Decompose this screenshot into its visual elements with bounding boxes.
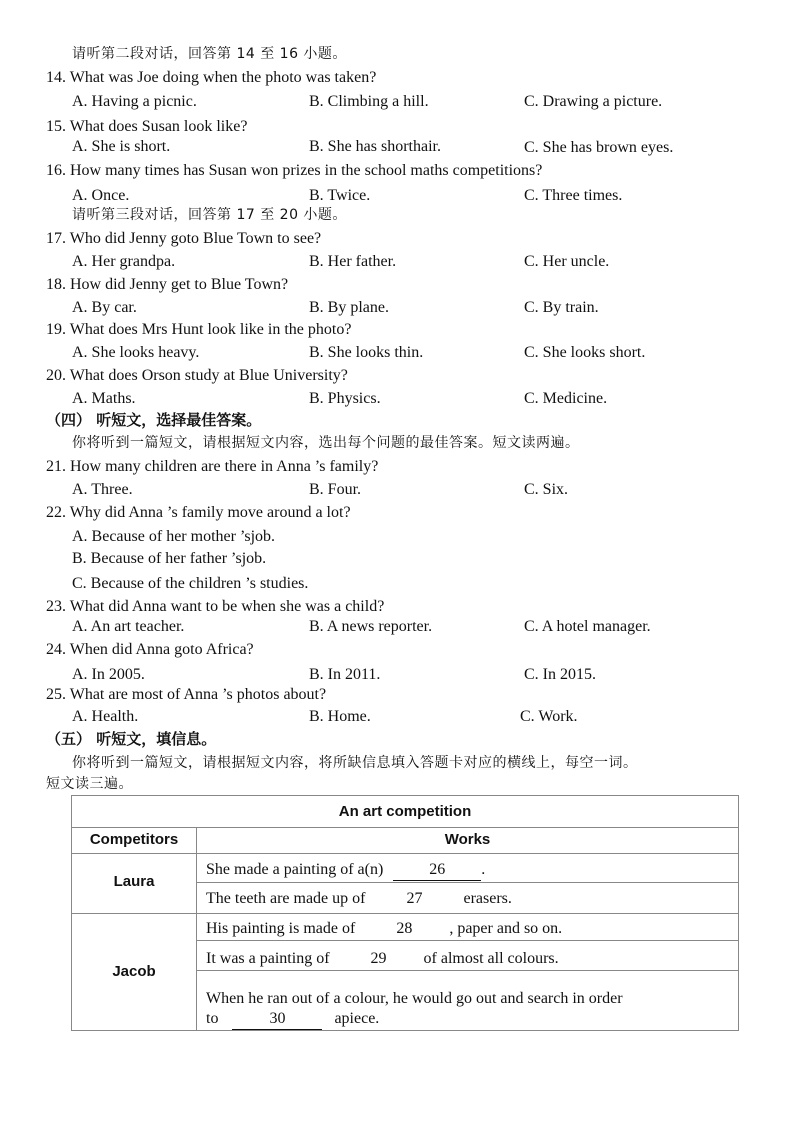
- jacob-work-3-end: apiece.: [334, 1010, 380, 1027]
- header-works: Works: [444, 831, 491, 848]
- jacob-work-3-line2: [206, 1009, 379, 1030]
- jacob-work-1-text: His painting is made of: [206, 920, 356, 937]
- q20-option-b: B. Physics.: [309, 390, 381, 407]
- section4-instructions: 你将听到一篇短文，请根据短文内容，选出每个问题的最佳答案。短文读两遍。: [72, 435, 580, 451]
- q20-option-a: A. Maths.: [72, 390, 136, 407]
- q25-option-b: B. Home.: [309, 708, 371, 725]
- q18-option-b: B. By plane.: [309, 299, 389, 316]
- question-16: 16. How many times has Susan won prizes in the school maths competitions?: [46, 162, 543, 179]
- question-19: 19. What does Mrs Hunt look like in the photo?: [46, 321, 352, 338]
- q15-option-c: C. She has brown eyes.: [524, 139, 674, 156]
- q19-option-a: A. She looks heavy.: [72, 344, 200, 361]
- part3-intro: 请听第三段对话，回答第 17 至 20 小题。: [72, 207, 347, 223]
- q17-option-a: A. Her grandpa.: [72, 253, 176, 270]
- q22-option-c: C. Because of the children ’s studies.: [72, 575, 309, 592]
- q17-option-c: C. Her uncle.: [524, 253, 610, 270]
- q21-option-c: C. Six.: [524, 481, 569, 498]
- q16-option-a: A. Once.: [72, 187, 130, 204]
- question-14: 14. What was Joe doing when the photo was taken?: [46, 69, 377, 86]
- q16-option-b: B. Twice.: [309, 187, 371, 204]
- header-competitors: Competitors: [89, 831, 179, 848]
- q15-option-a: A. She is short.: [72, 138, 171, 155]
- q19-option-b: B. She looks thin.: [309, 344, 424, 361]
- laura-work-1-end: .: [481, 861, 486, 878]
- q24-option-b: B. In 2011.: [309, 666, 381, 683]
- jacob-work-3-line1: When he ran out of a colour, he would go out and search in order: [206, 990, 623, 1007]
- laura-work-2-text: The teeth are made up of: [206, 890, 366, 907]
- q14-option-c: C. Drawing a picture.: [524, 93, 663, 110]
- jacob-work-1-end: , paper and so on.: [449, 920, 563, 937]
- q23-option-a: A. An art teacher.: [72, 618, 185, 635]
- competitor-laura: Laura: [113, 873, 155, 890]
- q25-option-c: C. Work.: [520, 708, 578, 725]
- q24-option-c: C. In 2015.: [524, 666, 596, 683]
- question-18: 18. How did Jenny get to Blue Town?: [46, 276, 289, 293]
- question-25: 25. What are most of Anna ’s photos about?: [46, 686, 327, 703]
- blank-26: 26: [393, 860, 481, 881]
- section5-instructions-cont: 短文读三遍。: [46, 776, 133, 792]
- blank-27: 27: [406, 890, 423, 907]
- q15-option-b: B. She has shorthair.: [309, 138, 441, 155]
- jacob-work-2: [206, 949, 559, 969]
- question-17: 17. Who did Jenny goto Blue Town to see?: [46, 230, 322, 247]
- jacob-work-2-text: It was a painting of: [206, 950, 330, 967]
- q14-option-a: A. Having a picnic.: [72, 93, 197, 110]
- q25-option-a: A. Health.: [72, 708, 139, 725]
- q14-option-b: B. Climbing a hill.: [309, 93, 429, 110]
- q21-option-b: B. Four.: [309, 481, 362, 498]
- q19-option-c: C. She looks short.: [524, 344, 646, 361]
- part2-intro: 请听第二段对话，回答第 14 至 16 小题。: [72, 46, 347, 62]
- question-23: 23. What did Anna want to be when she was a child?: [46, 598, 385, 615]
- laura-work-1-text: She made a painting of a(n): [206, 861, 384, 878]
- section5-title: （五） 听短文，填信息。: [46, 730, 217, 748]
- q18-option-a: A. By car.: [72, 299, 137, 316]
- jacob-work-1: [206, 919, 562, 939]
- section5-instructions: 你将听到一篇短文，请根据短文内容，将所缺信息填入答题卡对应的横线上，每空一词。: [72, 755, 638, 771]
- table-title: An art competition: [338, 803, 472, 820]
- jacob-work-3-text: to: [206, 1010, 219, 1027]
- question-24: 24. When did Anna goto Africa?: [46, 641, 254, 658]
- competitor-jacob: Jacob: [112, 963, 156, 980]
- q23-option-c: C. A hotel manager.: [524, 618, 651, 635]
- blank-28: 28: [396, 920, 413, 937]
- info-table: [71, 795, 739, 1031]
- q20-option-c: C. Medicine.: [524, 390, 608, 407]
- q22-option-a: A. Because of her mother ’sjob.: [72, 528, 276, 545]
- question-20: 20. What does Orson study at Blue University?: [46, 367, 348, 384]
- q21-option-a: A. Three.: [72, 481, 133, 498]
- laura-work-2-end: erasers.: [463, 890, 512, 907]
- section4-title: （四） 听短文，选择最佳答案。: [46, 411, 262, 429]
- q22-option-b: B. Because of her father ’sjob.: [72, 550, 267, 567]
- question-15: 15. What does Susan look like?: [46, 118, 248, 135]
- question-22: 22. Why did Anna ’s family move around a lot?: [46, 504, 351, 521]
- jacob-work-2-end: of almost all colours.: [423, 950, 559, 967]
- laura-work-1: [206, 860, 485, 881]
- question-21: 21. How many children are there in Anna ’s family?: [46, 458, 379, 475]
- q23-option-b: B. A news reporter.: [309, 618, 433, 635]
- blank-29: 29: [370, 950, 387, 967]
- q24-option-a: A. In 2005.: [72, 666, 145, 683]
- q16-option-c: C. Three times.: [524, 187, 623, 204]
- q17-option-b: B. Her father.: [309, 253, 397, 270]
- laura-work-2: [206, 889, 512, 909]
- q18-option-c: C. By train.: [524, 299, 599, 316]
- blank-30: 30: [232, 1009, 322, 1030]
